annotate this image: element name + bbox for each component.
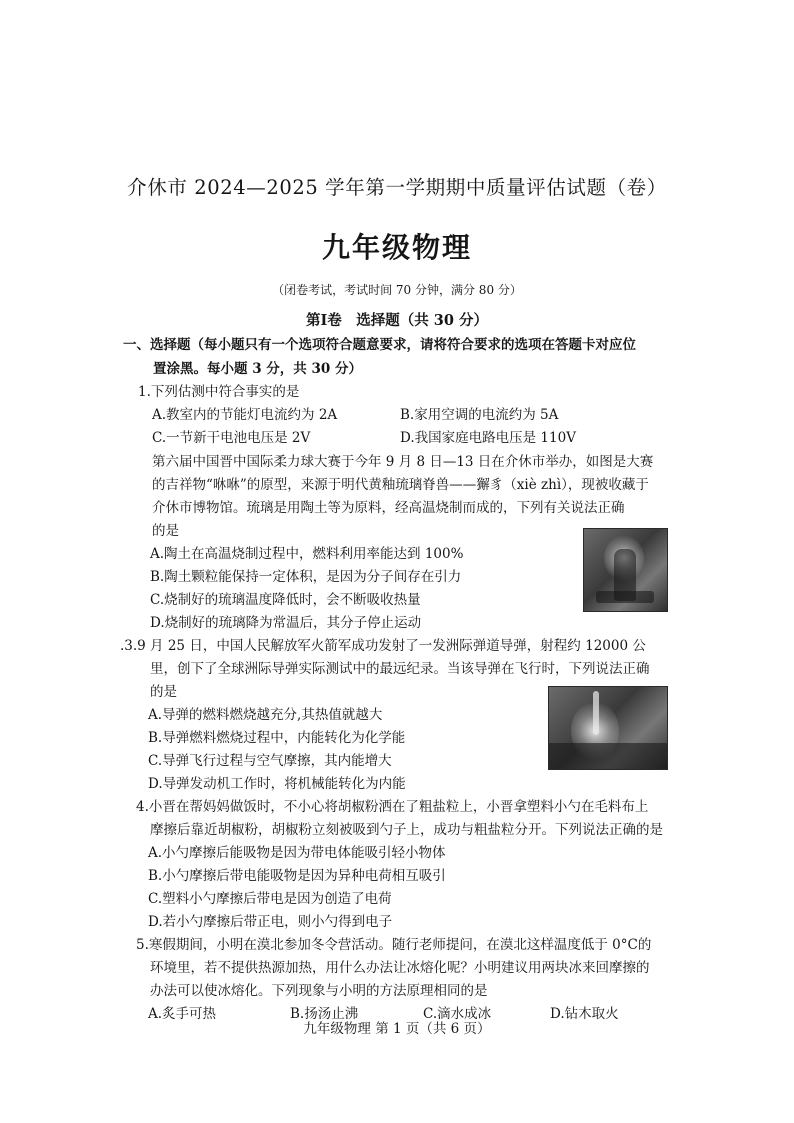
- q1-stem: 1.下列估测中符合事实的是: [138, 384, 300, 400]
- exam-title: 介休市 2024—2025 学年第一学期期中质量评估试题（卷）: [127, 176, 667, 199]
- q3-option-d: D.导弹发动机工作时，将机械能转化为内能: [148, 776, 406, 792]
- q5-stem-line2: 环境里，若不提供热源加热，用什么办法让冰熔化呢？小明建议用两块冰来回摩擦的: [150, 960, 650, 976]
- q2-option-d: D.烧制好的琉璃降为常温后，其分子停止运动: [150, 615, 422, 631]
- section-instruction-line1: 一、选择题（每小题只有一个选项符合题意要求，请将符合要求的选项在答题卡对应位: [123, 337, 636, 353]
- q4-stem-line1: 4.小晋在帮妈妈做饭时，不小心将胡椒粉洒在了粗盐粒上，小晋拿塑料小勺在毛料布上: [136, 799, 649, 815]
- q1-option-b: B.家用空调的电流约为 5A: [400, 407, 559, 423]
- q3-option-c: C.导弹飞行过程与空气摩擦，其内能增大: [148, 753, 392, 769]
- q1-option-d: D.我国家庭电路电压是 110V: [400, 430, 576, 446]
- q4-option-c: C.塑料小勺摩擦后带电是因为创造了电荷: [148, 891, 392, 907]
- q5-option-a: A.炙手可热: [148, 1006, 217, 1022]
- q3-stem-line3: 的是: [150, 684, 177, 700]
- q5-stem-line3: 办法可以使冰熔化。下列现象与小明的方法原理相同的是: [150, 983, 488, 999]
- q2-stem-line3: 介休市博物馆。琉璃是用陶土等为原料，经高温烧制而成的，下列有关说法正确: [152, 500, 625, 516]
- q3-stem-line1: .3.9 月 25 日，中国人民解放军火箭军成功发射了一发洲际弹道导弹，射程约 12000 公: [120, 638, 646, 654]
- glazed-beast-photo: [583, 528, 668, 612]
- q2-option-b: B.陶土颗粒能保持一定体积，是因为分子间存在引力: [150, 569, 462, 585]
- q2-stem-line4: 的是: [152, 523, 179, 539]
- q3-option-b: B.导弹燃料燃烧过程中，内能转化为化学能: [148, 730, 406, 746]
- q2-option-c: C.烧制好的琉璃温度降低时，会不断吸收热量: [150, 592, 421, 608]
- subject-title: 九年级物理: [321, 231, 472, 264]
- q2-stem-line1: 第六届中国晋中国际柔力球大赛于今年 9 月 8 日—13 日在介休市举办，如图是大赛: [152, 454, 654, 470]
- q2-option-a: A.陶土在高温烧制过程中，燃料利用率能达到 100%: [150, 546, 464, 562]
- q3-stem-line2: 里，创下了全球洲际导弹实际测试中的最远纪录。当该导弹在飞行时，下列说法正确: [150, 661, 650, 677]
- page-footer: 九年级物理 第 1 页（共 6 页）: [303, 1021, 491, 1037]
- section-instruction-line2: 置涂黑。每小题 3 分，共 30 分）: [153, 361, 362, 377]
- q1-option-c: C.一节新干电池电压是 2V: [152, 430, 311, 446]
- q4-option-b: B.小勺摩擦后带电能吸物是因为异种电荷相互吸引: [148, 868, 446, 884]
- q4-option-a: A.小勺摩擦后能吸物是因为带电体能吸引轻小物体: [148, 845, 446, 861]
- q2-stem-line2: 的吉祥物“咻咻”的原型，来源于明代黄釉琉璃脊兽——獬豸（xiè zhì），现被收藏于: [152, 477, 649, 493]
- section-title: 第Ⅰ卷 选择题（共 30 分）: [305, 312, 489, 329]
- q5-option-d: D.钻木取火: [550, 1006, 619, 1022]
- q3-option-a: A.导弹的燃料燃烧越充分,其热值就越大: [148, 707, 383, 723]
- q4-option-d: D.若小勺摩擦后带正电，则小勺得到电子: [148, 914, 393, 930]
- q4-stem-line2: 摩擦后靠近胡椒粉，胡椒粉立刻被吸到勺子上，成功与粗盐粒分开。下列说法正确的是: [150, 822, 663, 838]
- missile-launch-photo: [548, 686, 668, 770]
- exam-info: （闭卷考试，考试时间 70 分钟，满分 80 分）: [272, 283, 522, 297]
- q5-option-b: B.扬汤止沸: [290, 1006, 359, 1022]
- q5-stem-line1: 5.寒假期间，小明在漠北参加冬令营活动。随行老师提问，在漠北这样温度低于 0°C的: [136, 937, 652, 953]
- q5-option-c: C.滴水成冰: [423, 1006, 492, 1022]
- q1-option-a: A.教室内的节能灯电流约为 2A: [152, 407, 338, 423]
